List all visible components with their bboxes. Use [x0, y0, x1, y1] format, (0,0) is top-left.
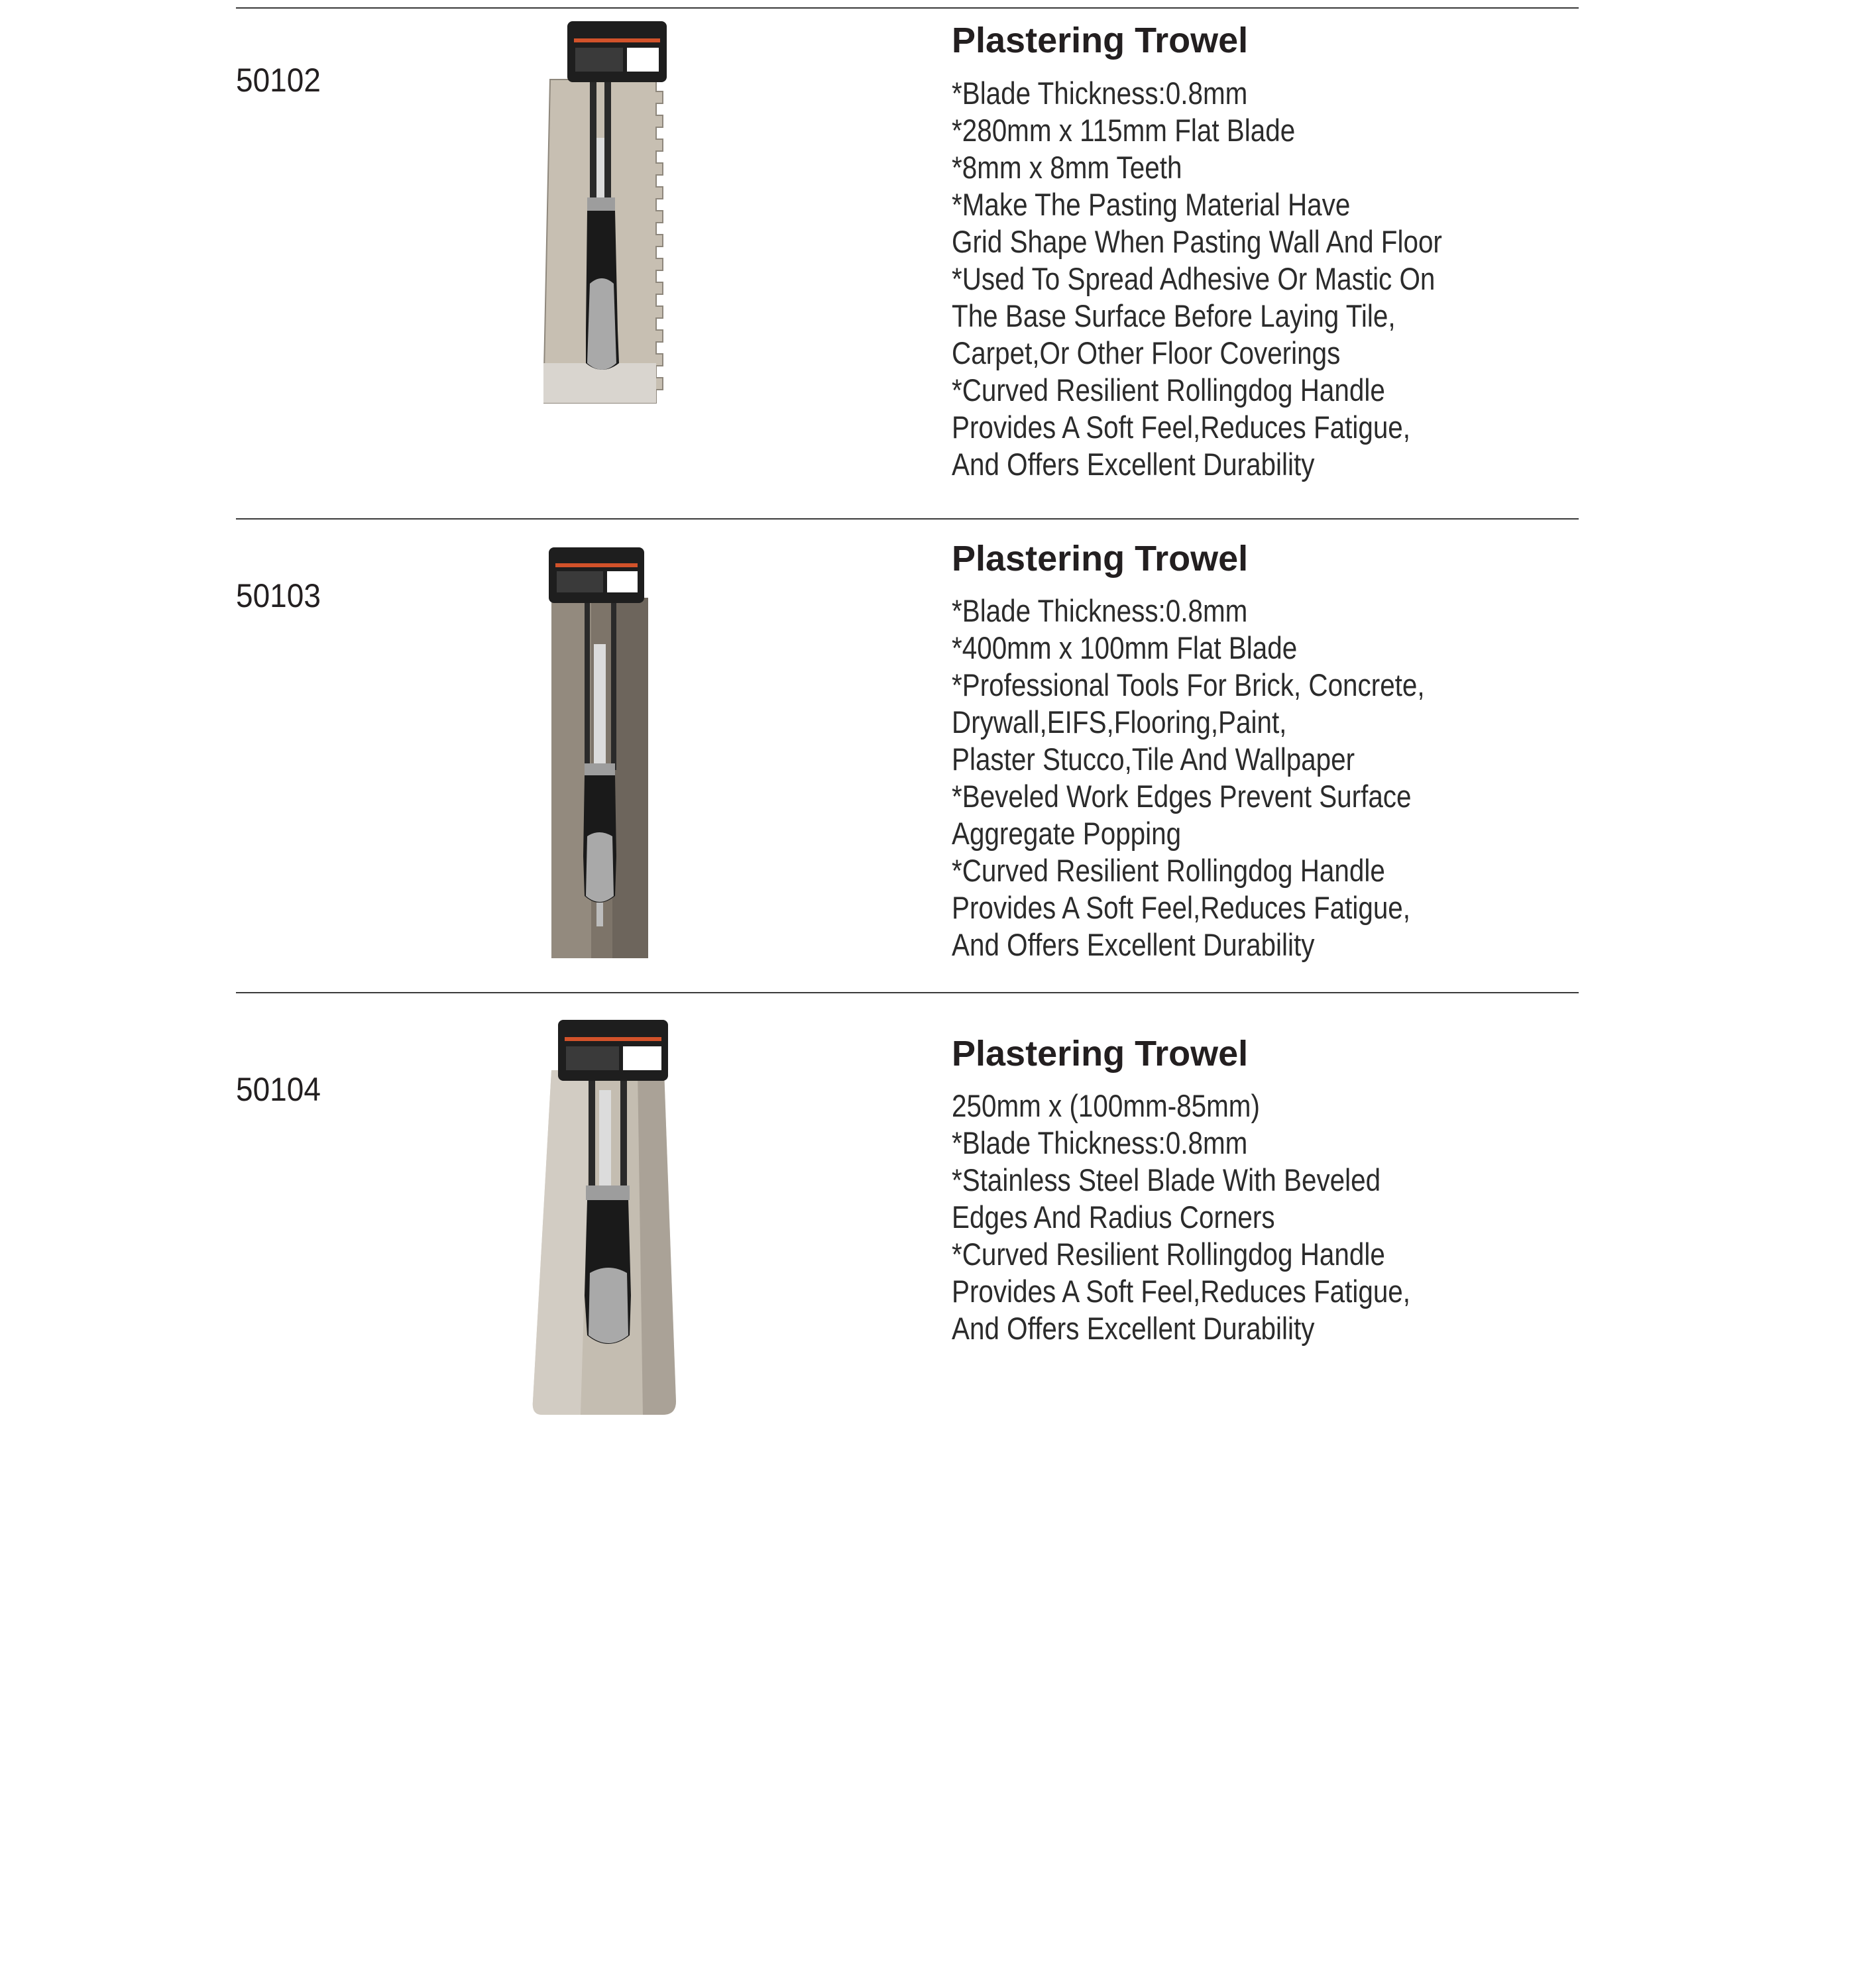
spec-line: *Curved Resilient Rollingdog Handle — [952, 1237, 1385, 1272]
spec-line: And Offers Excellent Durability — [952, 927, 1315, 962]
spec-line: And Offers Excellent Durability — [952, 447, 1315, 482]
spec-line: *Curved Resilient Rollingdog Handle — [952, 853, 1385, 888]
spec-line: Provides A Soft Feel,Reduces Fatigue, — [952, 410, 1411, 445]
product-specs — [952, 75, 1522, 483]
spec-line: Grid Shape When Pasting Wall And Floor — [952, 224, 1442, 259]
flat-trowel-image — [546, 545, 657, 962]
product-code: 50104 — [236, 1071, 321, 1108]
product-title: Plastering Trowel — [952, 1034, 1249, 1074]
product-specs — [952, 1087, 1485, 1347]
spec-line: And Offers Excellent Durability — [952, 1311, 1315, 1346]
spec-line: 250mm x (100mm-85mm) — [952, 1088, 1260, 1123]
product-row — [236, 0, 1579, 510]
spec-line: *280mm x 115mm Flat Blade — [952, 113, 1296, 148]
product-code: 50103 — [236, 577, 321, 614]
spec-line: *Blade Thickness:0.8mm — [952, 76, 1248, 111]
notched-trowel-image — [543, 19, 710, 429]
spec-line: *Make The Pasting Material Have — [952, 187, 1351, 222]
finishing-trowel-image — [532, 1017, 689, 1423]
spec-line: Drywall,EIFS,Flooring,Paint, — [952, 704, 1287, 740]
spec-line: Provides A Soft Feel,Reduces Fatigue, — [952, 1274, 1411, 1309]
spec-line: Provides A Soft Feel,Reduces Fatigue, — [952, 890, 1411, 925]
spec-line: Carpet,Or Other Floor Coverings — [952, 335, 1341, 370]
product-title: Plastering Trowel — [952, 21, 1249, 60]
spec-line: *Beveled Work Edges Prevent Surface — [952, 779, 1412, 814]
product-code: 50102 — [236, 62, 321, 99]
spec-line: Edges And Radius Corners — [952, 1199, 1275, 1235]
spec-line: *Stainless Steel Blade With Beveled — [952, 1162, 1381, 1197]
spec-line: *Used To Spread Adhesive Or Mastic On — [952, 261, 1436, 296]
spec-line: Aggregate Popping — [952, 816, 1182, 851]
spec-line: *Professional Tools For Brick, Concrete, — [952, 667, 1425, 702]
spec-line: The Base Surface Before Laying Tile, — [952, 298, 1396, 333]
product-row — [236, 520, 1579, 991]
product-row — [236, 993, 1579, 1457]
product-title: Plastering Trowel — [952, 539, 1249, 579]
spec-line: *8mm x 8mm Teeth — [952, 150, 1182, 185]
spec-line: *400mm x 100mm Flat Blade — [952, 630, 1298, 665]
spec-line: Plaster Stucco,Tile And Wallpaper — [952, 742, 1355, 777]
spec-line: *Curved Resilient Rollingdog Handle — [952, 372, 1385, 408]
spec-line: *Blade Thickness:0.8mm — [952, 593, 1248, 628]
spec-line: *Blade Thickness:0.8mm — [952, 1125, 1248, 1160]
product-specs — [952, 592, 1502, 964]
